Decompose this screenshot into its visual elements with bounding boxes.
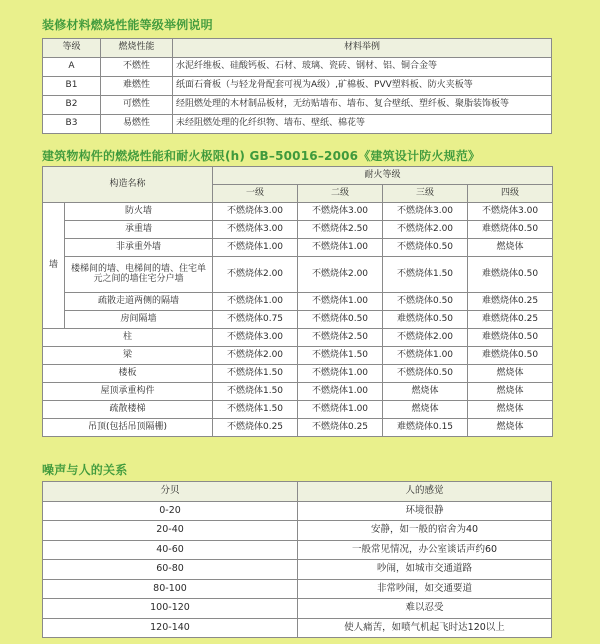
decibel-cell: 20-40 xyxy=(43,521,298,541)
level-header: 一级 xyxy=(213,185,298,203)
grade-cell: B3 xyxy=(43,115,101,134)
noise-table xyxy=(42,481,552,638)
decibel-cell: 0-20 xyxy=(43,501,298,521)
value-cell: 不燃烧体1.00 xyxy=(298,293,383,311)
header-cell: 材料举例 xyxy=(173,39,552,58)
value-cell: 不燃烧体3.00 xyxy=(468,203,553,221)
value-cell: 难燃烧体0.25 xyxy=(468,311,553,329)
value-cell: 不燃烧体0.25 xyxy=(213,419,298,437)
value-cell: 不燃烧体1.00 xyxy=(298,383,383,401)
level-header: 四级 xyxy=(468,185,553,203)
grade-cell: B1 xyxy=(43,77,101,96)
value-cell: 燃烧体 xyxy=(383,383,468,401)
table-row xyxy=(43,203,553,221)
value-cell: 难燃烧体0.50 xyxy=(383,311,468,329)
material-example-cell: 未经阻燃处理的化纤织物、墙布、壁纸、棉花等 xyxy=(173,115,552,134)
value-cell: 难燃烧体0.50 xyxy=(468,221,553,239)
table-row xyxy=(43,293,553,311)
value-cell: 不燃烧体1.00 xyxy=(213,239,298,257)
feeling-cell: 使人痛苦，如喷气机起飞时达120以上 xyxy=(298,618,552,638)
header-fire-rating: 耐火等级 xyxy=(213,167,553,185)
table-row xyxy=(43,58,552,77)
table-row xyxy=(43,347,553,365)
component-name: 防火墙 xyxy=(65,203,213,221)
fire-resistance-table xyxy=(42,166,553,437)
table-row xyxy=(43,96,552,115)
table-row xyxy=(43,618,552,638)
table-row xyxy=(43,560,552,580)
table-row xyxy=(43,419,553,437)
value-cell: 燃烧体 xyxy=(468,401,553,419)
component-name: 疏散楼梯 xyxy=(43,401,213,419)
value-cell: 不燃烧体3.00 xyxy=(298,203,383,221)
value-cell: 不燃烧体1.00 xyxy=(383,347,468,365)
value-cell: 不燃烧体2.50 xyxy=(298,329,383,347)
value-cell: 燃烧体 xyxy=(468,365,553,383)
value-cell: 不燃烧体0.50 xyxy=(383,365,468,383)
value-cell: 难燃烧体0.25 xyxy=(468,293,553,311)
component-name: 疏散走道两侧的隔墙 xyxy=(65,293,213,311)
value-cell: 不燃烧体1.50 xyxy=(383,257,468,293)
component-name: 楼梯间的墙、电梯间的墙、住宅单元之间的墙住宅分户墙 xyxy=(65,257,213,293)
section3-title: 噪声与人的关系 xyxy=(42,463,128,477)
level-header: 二级 xyxy=(298,185,383,203)
component-name: 吊顶(包括吊顶隔栅) xyxy=(43,419,213,437)
header-cell: 等级 xyxy=(43,39,101,58)
value-cell: 不燃烧体1.00 xyxy=(298,365,383,383)
header-cell: 燃烧性能 xyxy=(101,39,173,58)
value-cell: 不燃烧体1.00 xyxy=(298,401,383,419)
feeling-cell: 难以忍受 xyxy=(298,599,552,619)
material-example-cell: 经阻燃处理的木材制品板材，无纺贴墙布、墙布、复合壁纸、塑纤板、聚脂装饰板等 xyxy=(173,96,552,115)
table-header-row xyxy=(43,482,552,502)
decibel-cell: 120-140 xyxy=(43,618,298,638)
value-cell: 燃烧体 xyxy=(468,419,553,437)
table-row xyxy=(43,239,553,257)
header-structure-name: 构造名称 xyxy=(43,167,213,203)
component-name: 柱 xyxy=(43,329,213,347)
table-row xyxy=(43,221,553,239)
value-cell: 不燃烧体0.50 xyxy=(383,293,468,311)
value-cell: 难燃烧体0.15 xyxy=(383,419,468,437)
component-name: 梁 xyxy=(43,347,213,365)
value-cell: 难燃烧体0.50 xyxy=(468,257,553,293)
value-cell: 不燃烧体2.00 xyxy=(298,257,383,293)
header-cell: 分贝 xyxy=(43,482,298,502)
value-cell: 难燃烧体0.50 xyxy=(468,347,553,365)
table-row xyxy=(43,329,553,347)
table-row xyxy=(43,599,552,619)
value-cell: 不燃烧体1.50 xyxy=(298,347,383,365)
value-cell: 不燃烧体2.00 xyxy=(213,257,298,293)
decibel-cell: 100-120 xyxy=(43,599,298,619)
table-row xyxy=(43,77,552,96)
value-cell: 燃烧体 xyxy=(468,239,553,257)
value-cell: 不燃烧体2.00 xyxy=(383,221,468,239)
value-cell: 不燃烧体1.50 xyxy=(213,365,298,383)
table-row xyxy=(43,521,552,541)
material-grade-table xyxy=(42,38,552,134)
value-cell: 燃烧体 xyxy=(383,401,468,419)
table-row xyxy=(43,257,553,293)
grade-cell: A xyxy=(43,58,101,77)
value-cell: 不燃烧体0.75 xyxy=(213,311,298,329)
value-cell: 不燃烧体3.00 xyxy=(383,203,468,221)
table-row xyxy=(43,383,553,401)
component-name: 承重墙 xyxy=(65,221,213,239)
decibel-cell: 40-60 xyxy=(43,540,298,560)
wall-group-label: 墙 xyxy=(43,203,65,329)
component-name: 房间隔墙 xyxy=(65,311,213,329)
material-example-cell: 水泥纤维板、硅酸钙板、石材、玻璃、瓷砖、钢材、铝、铜合金等 xyxy=(173,58,552,77)
header-cell: 人的感觉 xyxy=(298,482,552,502)
value-cell: 不燃烧体3.00 xyxy=(213,329,298,347)
table-row xyxy=(43,501,552,521)
feeling-cell: 非常吵闹，如交通要道 xyxy=(298,579,552,599)
value-cell: 难燃烧体0.50 xyxy=(468,329,553,347)
table-header-row xyxy=(43,39,552,58)
feeling-cell: 安静，如一般的宿舍为40 xyxy=(298,521,552,541)
table-row xyxy=(43,115,552,134)
grade-cell: B2 xyxy=(43,96,101,115)
table-row xyxy=(43,579,552,599)
flammability-cell: 难燃性 xyxy=(101,77,173,96)
value-cell: 不燃烧体2.00 xyxy=(383,329,468,347)
flammability-cell: 易燃性 xyxy=(101,115,173,134)
table-row xyxy=(43,540,552,560)
feeling-cell: 吵闹，如城市交通道路 xyxy=(298,560,552,580)
value-cell: 燃烧体 xyxy=(468,383,553,401)
feeling-cell: 环境很静 xyxy=(298,501,552,521)
value-cell: 不燃烧体1.50 xyxy=(213,383,298,401)
value-cell: 不燃烧体3.00 xyxy=(213,203,298,221)
feeling-cell: 一般常见情况，办公室谈话声约60 xyxy=(298,540,552,560)
table-row xyxy=(43,365,553,383)
flammability-cell: 不燃性 xyxy=(101,58,173,77)
value-cell: 不燃烧体1.00 xyxy=(213,293,298,311)
material-example-cell: 纸面石膏板（与轻龙骨配套可视为A级）,矿棉板、PVV塑料板、防火夹板等 xyxy=(173,77,552,96)
value-cell: 不燃烧体0.25 xyxy=(298,419,383,437)
component-name: 楼板 xyxy=(43,365,213,383)
table-row xyxy=(43,311,553,329)
value-cell: 不燃烧体1.50 xyxy=(213,401,298,419)
flammability-cell: 可燃性 xyxy=(101,96,173,115)
section2-title: 建筑物构件的燃烧性能和耐火极限(h) GB–50016–2006《建筑设计防火规范》 xyxy=(42,149,481,163)
value-cell: 不燃烧体3.00 xyxy=(213,221,298,239)
value-cell: 不燃烧体2.00 xyxy=(213,347,298,365)
value-cell: 不燃烧体1.00 xyxy=(298,239,383,257)
section1-title: 装修材料燃烧性能等级举例说明 xyxy=(42,18,213,32)
component-name: 屋顶承重构件 xyxy=(43,383,213,401)
component-name: 非承重外墙 xyxy=(65,239,213,257)
decibel-cell: 60-80 xyxy=(43,560,298,580)
value-cell: 不燃烧体0.50 xyxy=(383,239,468,257)
value-cell: 不燃烧体2.50 xyxy=(298,221,383,239)
value-cell: 不燃烧体0.50 xyxy=(298,311,383,329)
table-row xyxy=(43,401,553,419)
table-header-row xyxy=(43,167,553,185)
decibel-cell: 80-100 xyxy=(43,579,298,599)
level-header: 三级 xyxy=(383,185,468,203)
